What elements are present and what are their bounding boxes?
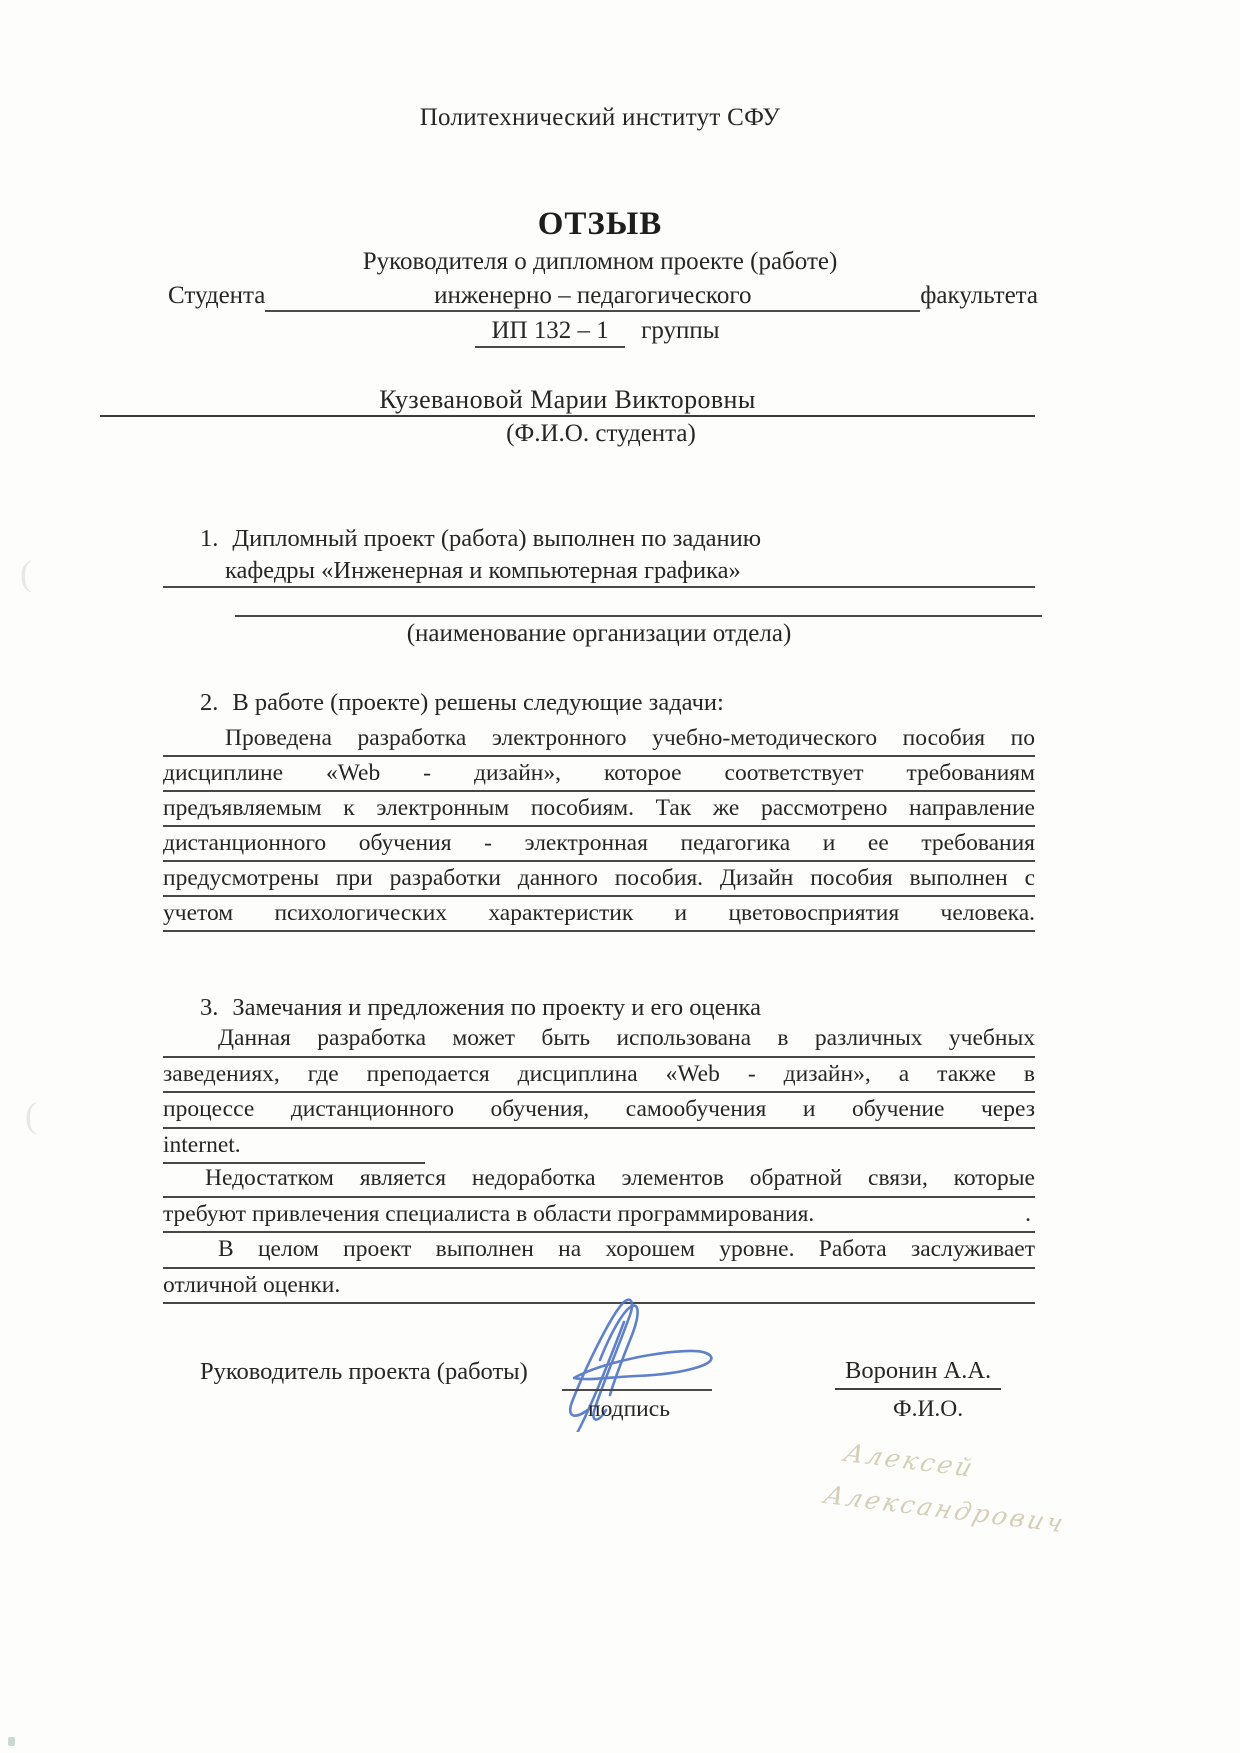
- student-name-field: Кузевановой Марии Викторовны: [100, 386, 1035, 417]
- institute-name: Политехнический институт СФУ: [419, 104, 781, 131]
- paragraph-line: Проведена разработка электронного учебно-методического пособия по: [163, 722, 1035, 757]
- pencil-handwriting-line1: Алексей: [840, 1438, 979, 1483]
- supervisor-label: Руководитель проекта (работы): [200, 1358, 528, 1385]
- paragraph-line: предъявляемым к электронным пособиям. Так же рассмотрено направление: [163, 792, 1035, 827]
- signature-underline: [562, 1389, 712, 1391]
- paragraph-line: дистанционного обучения - электронная педагогика и ее требования: [163, 827, 1035, 862]
- paragraph-line: В целом проект выполнен на хорошем уровне. Работа заслуживает: [163, 1233, 1035, 1269]
- section1-number: 1.: [200, 525, 219, 552]
- signature-caption: подпись: [588, 1396, 670, 1422]
- paragraph-line: дисциплине «Web - дизайн», которое соответствует требованиям: [163, 757, 1035, 792]
- document-title: ОТЗЫВ: [537, 206, 663, 242]
- student-label: Студента: [168, 282, 266, 309]
- section3-number: 3.: [200, 994, 219, 1021]
- section1-filled-line: кафедры «Инженерная и компьютерная графика»: [163, 557, 1035, 588]
- paragraph-line: Данная разработка может быть использована в различных учебных: [163, 1022, 1035, 1058]
- faculty-name: инженерно – педагогического: [434, 282, 752, 309]
- paragraph-line: процессе дистанционного обучения, самообучения и обучение через: [163, 1093, 1035, 1129]
- section2-heading: В работе (проекте) решены следующие задачи:: [232, 689, 724, 716]
- paragraph-line: учетом психологических характеристик и цветовосприятия человека.: [163, 897, 1035, 932]
- stray-period: .: [1025, 1200, 1031, 1227]
- section1-heading-row: [200, 524, 1035, 554]
- group-label: группы: [641, 317, 720, 344]
- paragraph-line: [163, 1198, 1035, 1234]
- scan-artifact-mark: (: [20, 553, 32, 593]
- supervisor-name-caption: Ф.И.О.: [893, 1396, 964, 1422]
- section2-heading-row: [200, 688, 1035, 718]
- supervisor-name: Воронин А.А.: [835, 1356, 1001, 1390]
- paragraph-line-text: требуют привлечения специалиста в области программирования.: [163, 1200, 815, 1227]
- scan-artifact-speck: [8, 1737, 15, 1746]
- faculty-underline-field: [265, 282, 920, 312]
- section2-number: 2.: [200, 689, 219, 716]
- paragraph-line: Недостатком является недоработка элементов обратной связи, которые: [163, 1162, 1035, 1198]
- paragraph-line: отличной оценки.: [163, 1269, 1035, 1305]
- group-row: [0, 316, 1195, 348]
- faculty-label: факультета: [920, 282, 1038, 309]
- paragraph-line: предусмотрены при разработки данного пособия. Дизайн пособия выполнен с: [163, 862, 1035, 897]
- document-subtitle: Руководителя о дипломном проекте (работе): [362, 248, 838, 275]
- scan-artifact-mark: (: [25, 1095, 37, 1135]
- section1-heading: Дипломный проект (работа) выполнен по заданию: [232, 525, 762, 552]
- student-name-caption: (Ф.И.О. студента): [506, 420, 696, 447]
- paragraph-line: заведениях, где преподается дисциплина «Web - дизайн», а также в: [163, 1058, 1035, 1094]
- pencil-handwriting-line2: Александрович: [820, 1480, 1070, 1539]
- section1-empty-line: [235, 590, 1042, 617]
- section3-heading-row: [200, 993, 1035, 1023]
- paragraph-line: internet.: [163, 1129, 1035, 1163]
- section3-heading: Замечания и предложения по проекту и его оценка: [232, 994, 761, 1021]
- section1-caption: (наименование организации отдела): [406, 620, 792, 647]
- group-code-field: ИП 132 – 1: [475, 316, 624, 348]
- student-faculty-row: [168, 282, 1038, 310]
- section2-paragraph: [163, 722, 1035, 932]
- section3-paragraph: [163, 1022, 1035, 1304]
